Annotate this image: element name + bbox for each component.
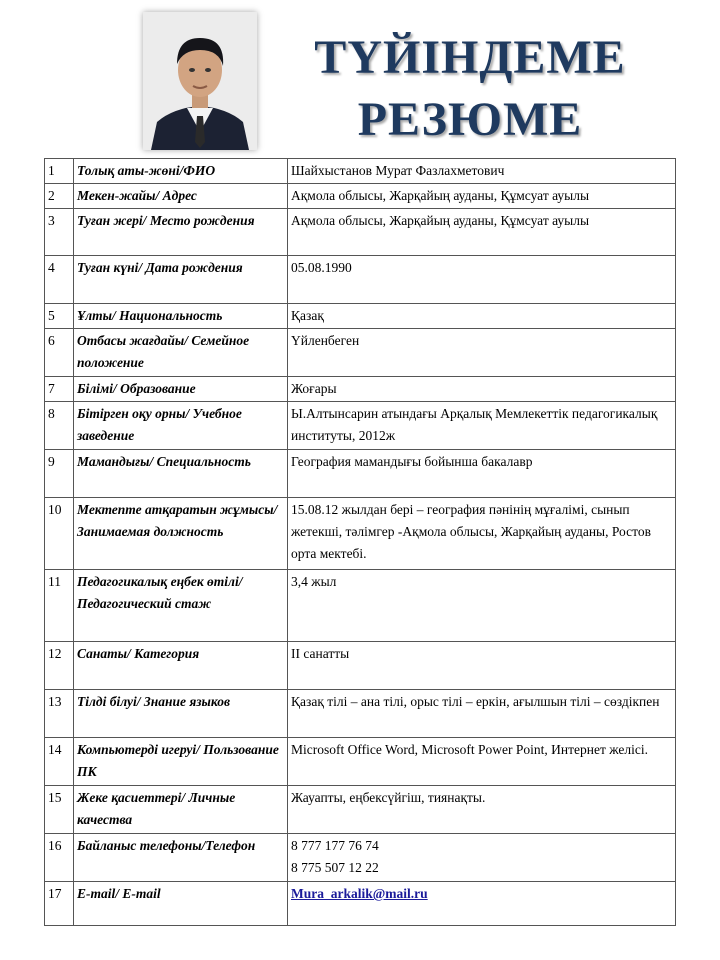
- row-label: Туған күні/ Дата рождения: [74, 256, 288, 304]
- row-number: 9: [45, 450, 74, 498]
- profile-photo: [143, 12, 257, 150]
- row-label: Жеке қасиеттері/ Личные качества: [74, 786, 288, 834]
- table-row: [45, 209, 676, 256]
- page-title-ru: РЕЗЮМЕ: [357, 93, 583, 146]
- row-value: Ақмола облысы, Жарқайың ауданы, Құмсуат ауылы: [288, 209, 676, 256]
- row-number: 17: [45, 882, 74, 926]
- row-number: 3: [45, 209, 74, 256]
- table-row: [45, 642, 676, 690]
- row-value: Үйленбеген: [288, 329, 676, 377]
- table-row: [45, 882, 676, 926]
- row-label: Мектепте атқаратын жұмысы/Занимаемая должность: [74, 498, 288, 570]
- row-number: 5: [45, 304, 74, 329]
- row-value: Ы.Алтынсарин атындағы Арқалық Мемлекеттік педагогикалық институты, 2012ж: [288, 402, 676, 450]
- row-number: 13: [45, 690, 74, 738]
- row-value: 05.08.1990: [288, 256, 676, 304]
- email-link[interactable]: Mura_arkalik@mail.ru: [291, 886, 428, 901]
- page-title-kz: ТҮЙІНДЕМЕ: [314, 31, 626, 84]
- row-value: Қазақ: [288, 304, 676, 329]
- row-label: Туған жері/ Место рождения: [74, 209, 288, 256]
- row-value: Жоғары: [288, 377, 676, 402]
- row-value: Ақмола облысы, Жарқайың ауданы, Құмсуат ауылы: [288, 184, 676, 209]
- resume-table: [44, 158, 676, 926]
- phone-number-2: 8 775 507 12 22: [291, 860, 379, 875]
- row-value: [288, 882, 676, 926]
- row-label: Отбасы жағдайы/ Семейное положение: [74, 329, 288, 377]
- table-row: [45, 450, 676, 498]
- row-value: География мамандығы бойынша бакалавр: [288, 450, 676, 498]
- row-value: Қазақ тілі – ана тілі, орыс тілі – еркін, ағылшын тілі – сөздікпен: [288, 690, 676, 738]
- table-row: [45, 786, 676, 834]
- table-row: [45, 184, 676, 209]
- row-number: 14: [45, 738, 74, 786]
- table-row: [45, 402, 676, 450]
- table-row: [45, 329, 676, 377]
- table-row: [45, 690, 676, 738]
- row-label: Педагогикалық еңбек өтілі/ Педагогический стаж: [74, 570, 288, 642]
- row-number: 4: [45, 256, 74, 304]
- table-row: [45, 834, 676, 882]
- person-photo-icon: [143, 12, 257, 150]
- row-label: Мекен-жайы/ Адрес: [74, 184, 288, 209]
- table-row: [45, 304, 676, 329]
- row-label: Ұлты/ Национальность: [74, 304, 288, 329]
- row-value: Шайхыстанов Мурат Фазлахметович: [288, 159, 676, 184]
- row-number: 12: [45, 642, 74, 690]
- table-row: [45, 377, 676, 402]
- row-label: Мамандығы/ Специальность: [74, 450, 288, 498]
- row-label: Білімі/ Образование: [74, 377, 288, 402]
- row-number: 10: [45, 498, 74, 570]
- row-number: 16: [45, 834, 74, 882]
- row-number: 1: [45, 159, 74, 184]
- row-label: Компьютерді игеруі/ Пользование ПК: [74, 738, 288, 786]
- row-number: 6: [45, 329, 74, 377]
- row-number: 2: [45, 184, 74, 209]
- row-label: Тілді білуі/ Знание языков: [74, 690, 288, 738]
- row-number: 7: [45, 377, 74, 402]
- table-row: [45, 159, 676, 184]
- phone-number-1: 8 777 177 76 74: [291, 838, 379, 853]
- table-row: [45, 256, 676, 304]
- row-value: Microsoft Office Word, Microsoft Power Point, Интернет желісі.: [288, 738, 676, 786]
- row-value: II санатты: [288, 642, 676, 690]
- table-row: [45, 738, 676, 786]
- table-row: [45, 570, 676, 642]
- table-row: [45, 498, 676, 570]
- row-label: E-mail/ E-mail: [74, 882, 288, 926]
- row-number: 11: [45, 570, 74, 642]
- row-value: Жауапты, еңбексүйгіш, тиянақты.: [288, 786, 676, 834]
- row-value: 15.08.12 жылдан бері – география пәнінің мұғалімі, сынып жетекші, тәлімгер -Ақмола облысы, Жарқайың ауданы, Ростов орта мектебі.: [288, 498, 676, 570]
- row-label: Толық аты-жөні/ФИО: [74, 159, 288, 184]
- row-label: Санаты/ Категория: [74, 642, 288, 690]
- row-number: 8: [45, 402, 74, 450]
- row-value: 3,4 жыл: [288, 570, 676, 642]
- row-label: Байланыс телефоны/Телефон: [74, 834, 288, 882]
- row-value: [288, 834, 676, 882]
- row-label: Бітірген оқу орны/ Учебное заведение: [74, 402, 288, 450]
- row-number: 15: [45, 786, 74, 834]
